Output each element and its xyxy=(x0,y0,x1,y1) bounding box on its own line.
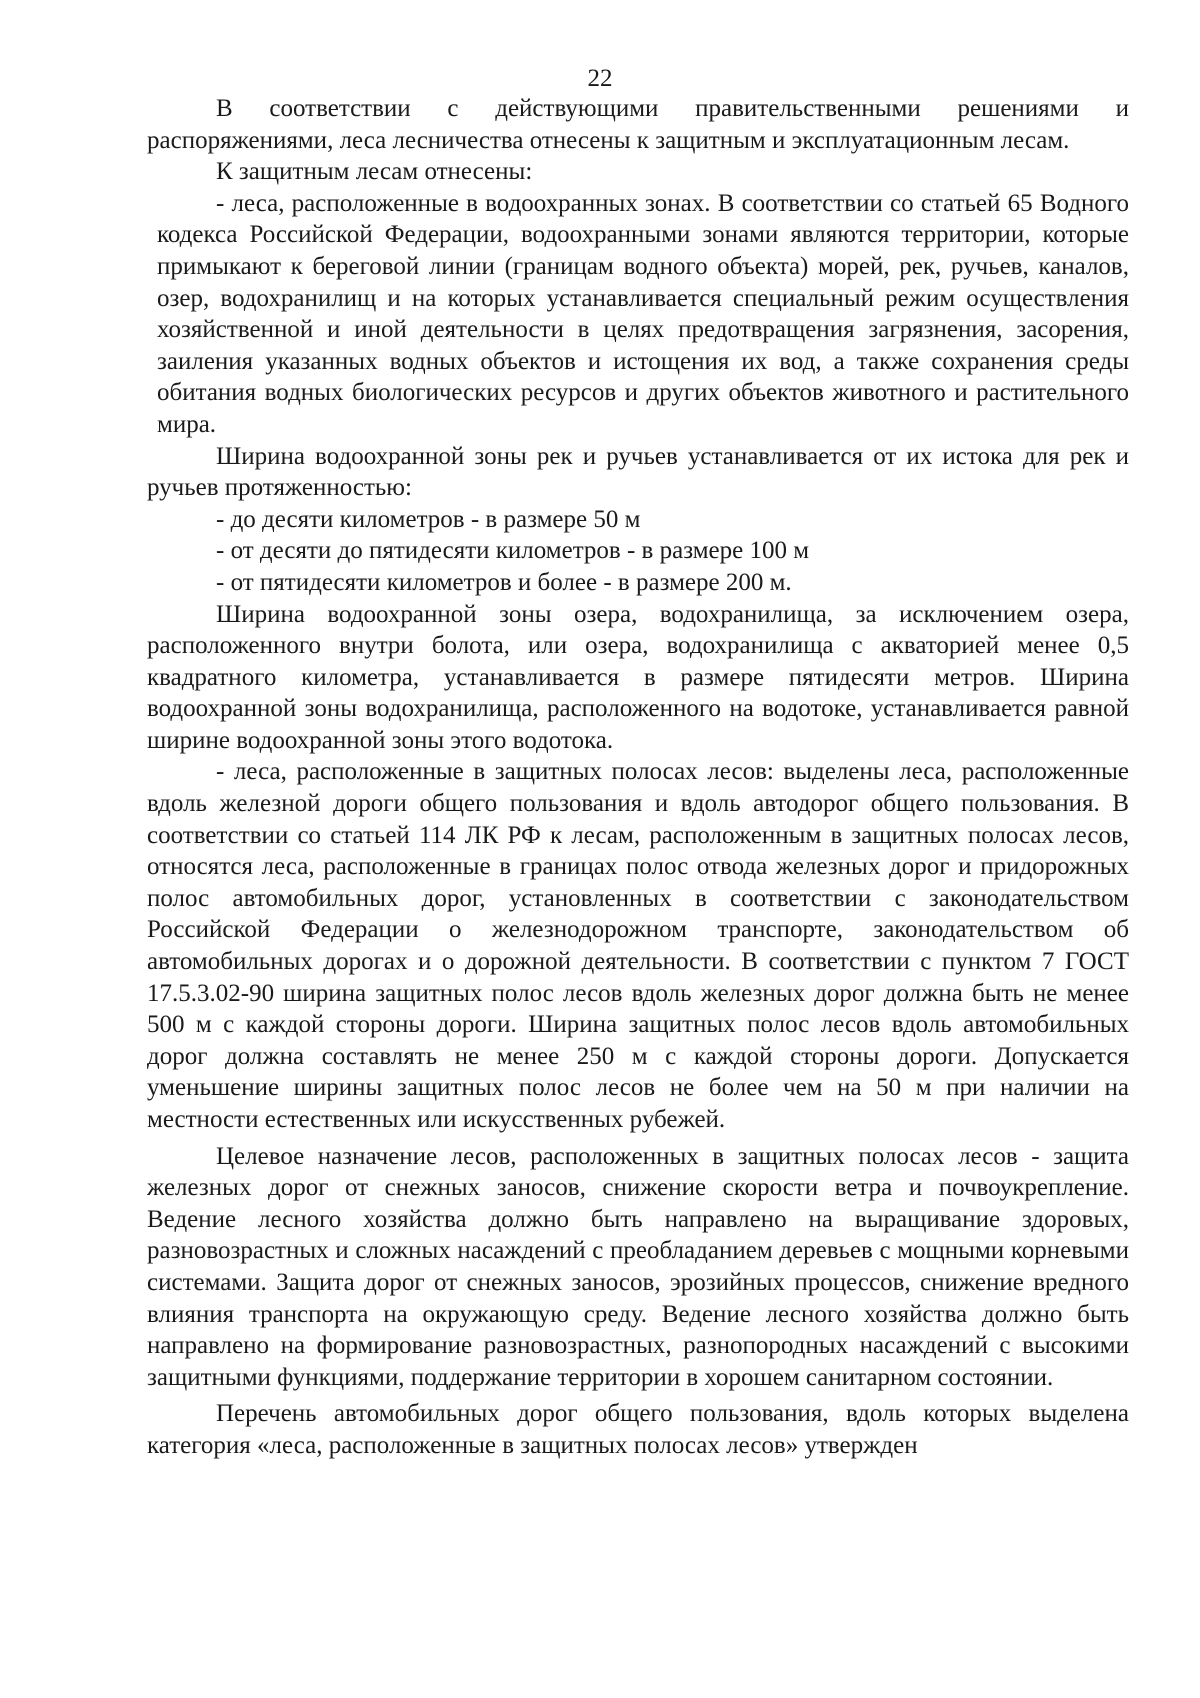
paragraph-lake-zone-width: Ширина водоохранной зоны озера, водохранилища, за исключением озера, расположенного внутри болота, или озера, водохранилища с акваторией менее 0,5 квадратного километра, устанавливается в размере пятидесяти метров. Ширина водоохранной зоны водохранилища, расположенного на водотоке, устанавливается равной ширине водоохранной зоны этого водотока. xyxy=(147,600,1129,754)
paragraph-protective-forests-heading: К защитным лесам отнесены: xyxy=(216,158,533,186)
paragraph-protective-strips: - леса, расположенные в защитных полосах лесов: выделены леса, расположенные вдоль железной дороги общего пользования и вдоль автодорог общего пользования. В соответствии со статьей 114 ЛК РФ к лесам, расположенным в защитных полосах лесов, относятся леса, расположенные в границах полос отвода железных дорог и придорожных полос автомобильных дорог, установленных в соответствии с законодательством Российской Федерации о железнодорожном транспорте, законодательством об автомобильных дорогах и о дорожной деятельности. В соответствии с пунктом 7 ГОСТ 17.5.3.02-90 ширина защитных полос лесов вдоль железных дорог должна быть не менее 500 м с каждой стороны дороги. Ширина защитных полос лесов вдоль автомобильных дорог должна составлять не менее 250 м с каждой стороны дороги. Допускается уменьшение ширины защитных полос лесов не более чем на 50 м при наличии на местности естественных или искусственных рубежей. xyxy=(147,758,1129,1133)
paragraph-classification: В соответствии с действующими правительственными решениями и распоряжениями, леса лесничества отнесены к защитным и эксплуатационным лесам. xyxy=(147,95,1129,154)
list-item-up-to-ten-km: - до десяти километров - в размере 50 м xyxy=(216,505,641,533)
paragraph-purpose: Целевое назначение лесов, расположенных в защитных полосах лесов - защита железных дорог от снежных заносов, снижение скорости ветра и почвоукрепление. Ведение лесного хозяйства должно быть направлено на выращивание здоровых, разновозрастных и сложных насаждений с преобладанием деревьев с мощными корневыми системами. Защита дорог от снежных заносов, эрозийных процессов, снижение вредного влияния транспорта на окружающую среду. Ведение лесного хозяйства должно быть направлено на формирование разновозрастных, разнопородных насаждений с высокими защитными функциями, поддержание территории в хорошем санитарном состоянии. xyxy=(147,1142,1129,1391)
paragraph-water-protection-zones: - леса, расположенные в водоохранных зонах. В соответствии со статьей 65 Водного кодекса Российской Федерации, водоохранными зонами являются территории, которые примыкают к береговой линии (границам водного объекта) морей, рек, ручьев, каналов, озер, водохранилищ и на которых устанавливается специальный режим осуществления хозяйственной и иной деятельности в целях предотвращения загрязнения, засорения, заиления указанных водных объектов и истощения их вод, а также сохранения среды обитания водных биологических ресурсов и других объектов животного и растительного мира. xyxy=(157,189,1129,438)
page-number: 22 xyxy=(587,65,613,92)
list-item-ten-to-fifty-km: - от десяти до пятидесяти километров - в размере 100 м xyxy=(216,537,810,565)
document-body xyxy=(147,93,1129,1462)
paragraph-roads-list: Перечень автомобильных дорог общего пользования, вдоль которых выделена категория «леса, расположенные в защитных полосах лесов» утвержден xyxy=(147,1400,1129,1459)
paragraph-river-zone-width: Ширина водоохранной зоны рек и ручьев устанавливается от их истока для рек и ручьев протяженностью: xyxy=(147,442,1129,502)
list-item-over-fifty-km: - от пятидесяти километров и более - в размере 200 м. xyxy=(216,568,792,596)
